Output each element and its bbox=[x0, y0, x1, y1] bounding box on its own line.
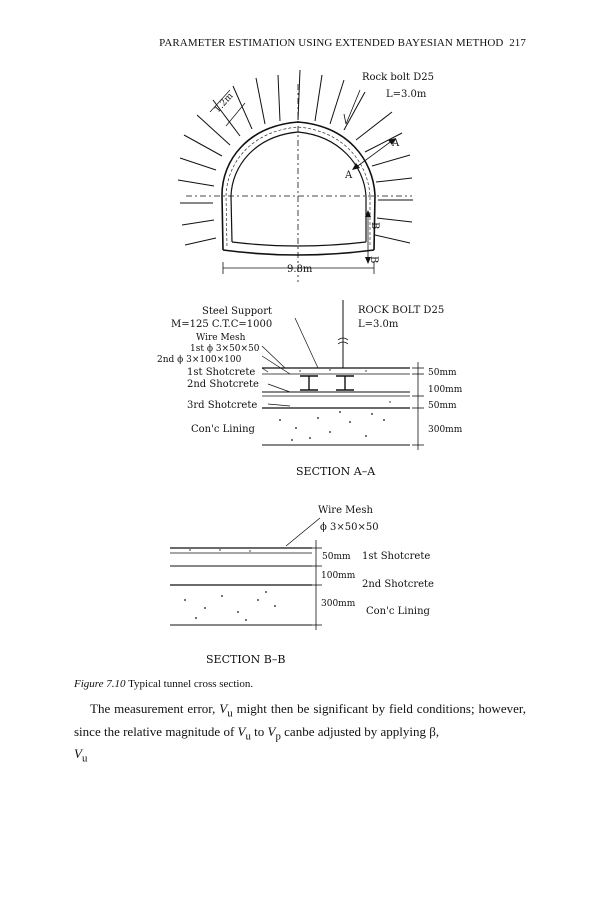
section-bb-drawing bbox=[170, 518, 322, 630]
section-aa-drawing bbox=[262, 300, 424, 450]
figure-label: Figure 7.10 bbox=[74, 678, 126, 690]
section-b-mark-top: B bbox=[369, 222, 380, 230]
rock-bolts bbox=[178, 70, 413, 245]
bolt-length-label-aa: L=3.0m bbox=[358, 319, 399, 330]
body-text-2: might then be significant by field conditions; however, since the relative magnitude of bbox=[74, 701, 526, 739]
bolt-spacing-label: 1.2m bbox=[212, 91, 236, 116]
body-text-1: The measurement error, bbox=[90, 701, 220, 716]
sub-u: u bbox=[245, 730, 251, 743]
bolt-length-label: L=3.0m bbox=[386, 89, 427, 100]
dim-50mm-a: 50mm bbox=[428, 368, 457, 378]
rock-bolt-label: Rock bolt D25 bbox=[362, 72, 434, 83]
layer-3-label-bb: Con'c Lining bbox=[366, 606, 430, 617]
var-v: V bbox=[267, 723, 276, 739]
shotcrete-3-label: 3rd Shotcrete bbox=[187, 400, 258, 411]
dim-300mm-a: 300mm bbox=[428, 425, 463, 435]
var-v: V bbox=[74, 746, 82, 762]
steel-spec-label: M=125 C.T.C=1000 bbox=[171, 319, 273, 330]
var-v: V bbox=[237, 723, 246, 739]
section-aa-title: SECTION A–A bbox=[296, 465, 376, 478]
wire-mesh-label-bb: Wire Mesh bbox=[318, 505, 373, 516]
section-bb-title: SECTION B–B bbox=[206, 653, 286, 666]
steel-support-label: Steel Support bbox=[202, 306, 272, 317]
body-paragraph bbox=[74, 700, 526, 768]
tunnel-outer-lining bbox=[222, 122, 375, 250]
body-text-4: canbe adjusted by applying β, bbox=[280, 723, 440, 739]
sub-p: p bbox=[275, 730, 281, 743]
sub-u: u bbox=[81, 752, 88, 765]
tunnel-section bbox=[178, 70, 413, 282]
var-v: V bbox=[219, 701, 228, 716]
tunnel-invert bbox=[223, 250, 374, 255]
figure-caption bbox=[74, 678, 253, 690]
dim-100mm-bb: 100mm bbox=[321, 571, 356, 581]
figure-caption-text: Typical tunnel cross section. bbox=[128, 678, 254, 690]
body-text-3: to bbox=[250, 723, 268, 739]
mesh-2nd-label: 2nd ϕ 3×100×100 bbox=[157, 355, 242, 365]
shotcrete-1-label: 1st Shotcrete bbox=[187, 367, 256, 378]
shotcrete-2-label: 2nd Shotcrete bbox=[187, 379, 259, 390]
page-number: 217 bbox=[509, 37, 526, 49]
dim-300mm-bb: 300mm bbox=[321, 599, 356, 609]
dim-100mm-a: 100mm bbox=[428, 385, 463, 395]
tunnel-inner-lining bbox=[231, 132, 366, 242]
sub-u: u bbox=[227, 707, 233, 720]
dim-50mm-b: 50mm bbox=[428, 401, 457, 411]
section-a-mark-bottom: A bbox=[345, 170, 353, 181]
dim-50mm-bb: 50mm bbox=[322, 552, 351, 562]
mesh-spec-label-bb: ϕ 3×50×50 bbox=[320, 522, 379, 533]
rock-bolt-label-aa: ROCK BOLT D25 bbox=[358, 305, 445, 316]
section-b-mark-bottom: B bbox=[368, 256, 379, 264]
lining-label-aa: Con'c Lining bbox=[191, 424, 255, 435]
layer-2-label-bb: 2nd Shotcrete bbox=[362, 579, 434, 590]
tunnel-width-label: 9.8m bbox=[287, 264, 313, 275]
layer-1-label-bb: 1st Shotcrete bbox=[362, 551, 431, 562]
running-title: PARAMETER ESTIMATION USING EXTENDED BAYESIAN METHOD bbox=[159, 37, 504, 49]
wire-mesh-label-aa: Wire Mesh bbox=[196, 333, 246, 343]
section-a-mark-top: A bbox=[392, 138, 400, 149]
mesh-1st-label: 1st ϕ 3×50×50 bbox=[190, 344, 260, 354]
